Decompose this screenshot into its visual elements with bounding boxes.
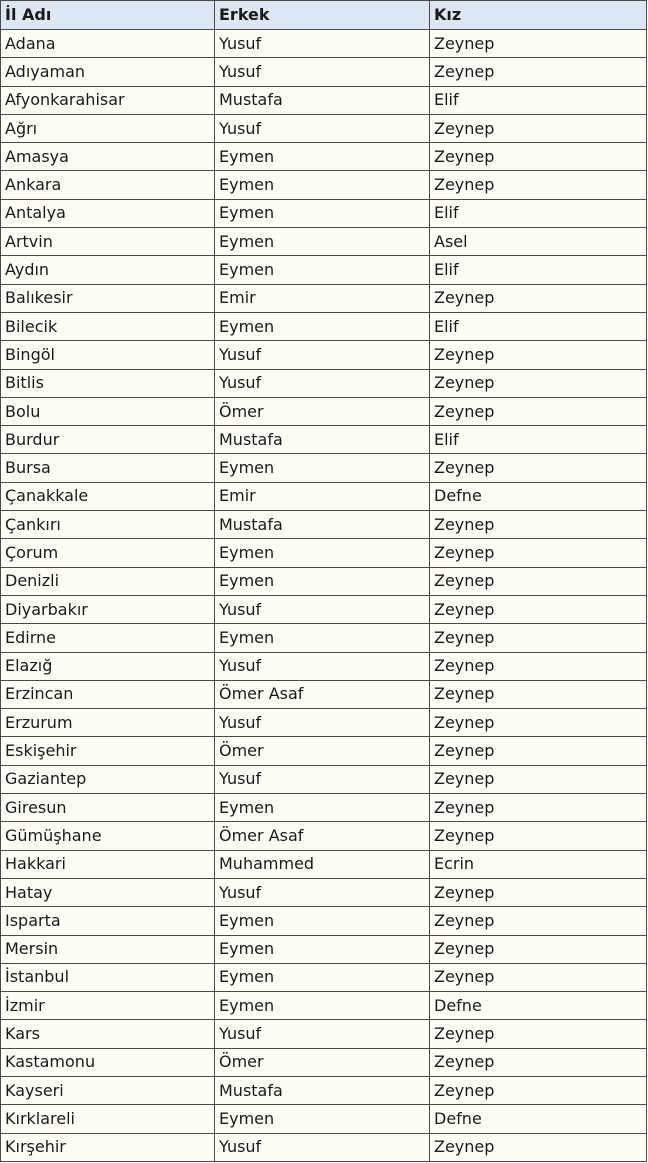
province-cell: Antalya xyxy=(1,199,215,227)
table-row xyxy=(1,963,647,991)
table-row xyxy=(1,256,647,284)
male-name-cell: Eymen xyxy=(215,907,430,935)
province-cell: Balıkesir xyxy=(1,284,215,312)
province-cell: Hatay xyxy=(1,878,215,906)
table-row xyxy=(1,114,647,142)
male-name-cell: Eymen xyxy=(215,312,430,340)
female-name-cell: Elif xyxy=(430,312,647,340)
male-name-cell: Yusuf xyxy=(215,114,430,142)
female-name-cell: Zeynep xyxy=(430,30,647,58)
header-row xyxy=(1,1,647,30)
table-row xyxy=(1,312,647,340)
female-name-cell: Zeynep xyxy=(430,595,647,623)
female-name-cell: Zeynep xyxy=(430,143,647,171)
female-name-cell: Asel xyxy=(430,228,647,256)
male-name-cell: Eymen xyxy=(215,228,430,256)
male-name-cell: Emir xyxy=(215,482,430,510)
male-name-cell: Mustafa xyxy=(215,426,430,454)
male-name-cell: Eymen xyxy=(215,199,430,227)
table-row xyxy=(1,539,647,567)
table-row xyxy=(1,850,647,878)
male-name-cell: Yusuf xyxy=(215,1133,430,1161)
male-name-cell: Yusuf xyxy=(215,652,430,680)
female-name-cell: Zeynep xyxy=(430,737,647,765)
table-row xyxy=(1,907,647,935)
female-name-cell: Elif xyxy=(430,86,647,114)
table-row xyxy=(1,680,647,708)
male-name-cell: Yusuf xyxy=(215,878,430,906)
province-cell: Kırşehir xyxy=(1,1133,215,1161)
table-row xyxy=(1,1133,647,1161)
province-cell: Gümüşhane xyxy=(1,822,215,850)
female-name-cell: Zeynep xyxy=(430,58,647,86)
male-name-cell: Eymen xyxy=(215,567,430,595)
male-name-cell: Eymen xyxy=(215,794,430,822)
province-cell: Adana xyxy=(1,30,215,58)
province-cell: Bitlis xyxy=(1,369,215,397)
male-name-cell: Eymen xyxy=(215,454,430,482)
province-cell: Çanakkale xyxy=(1,482,215,510)
male-name-cell: Eymen xyxy=(215,143,430,171)
province-cell: Gaziantep xyxy=(1,765,215,793)
male-name-cell: Mustafa xyxy=(215,86,430,114)
province-cell: Adıyaman xyxy=(1,58,215,86)
female-name-cell: Zeynep xyxy=(430,794,647,822)
male-name-cell: Yusuf xyxy=(215,595,430,623)
province-cell: Denizli xyxy=(1,567,215,595)
table-row xyxy=(1,171,647,199)
female-name-cell: Zeynep xyxy=(430,539,647,567)
table-row xyxy=(1,284,647,312)
male-name-cell: Emir xyxy=(215,284,430,312)
male-name-cell: Yusuf xyxy=(215,1020,430,1048)
table-row xyxy=(1,397,647,425)
female-name-cell: Zeynep xyxy=(430,397,647,425)
province-cell: Giresun xyxy=(1,794,215,822)
female-name-cell: Zeynep xyxy=(430,624,647,652)
male-name-cell: Mustafa xyxy=(215,1076,430,1104)
province-cell: Ankara xyxy=(1,171,215,199)
province-cell: Elazığ xyxy=(1,652,215,680)
female-name-cell: Zeynep xyxy=(430,1076,647,1104)
province-cell: Artvin xyxy=(1,228,215,256)
province-cell: Edirne xyxy=(1,624,215,652)
female-name-cell: Elif xyxy=(430,199,647,227)
province-cell: Eskişehir xyxy=(1,737,215,765)
header-female: Kız xyxy=(430,1,647,30)
province-cell: Çankırı xyxy=(1,511,215,539)
female-name-cell: Defne xyxy=(430,992,647,1020)
table-row xyxy=(1,86,647,114)
female-name-cell: Defne xyxy=(430,482,647,510)
male-name-cell: Eymen xyxy=(215,935,430,963)
table-row xyxy=(1,624,647,652)
male-name-cell: Yusuf xyxy=(215,765,430,793)
female-name-cell: Elif xyxy=(430,256,647,284)
table-row xyxy=(1,709,647,737)
table-row xyxy=(1,567,647,595)
male-name-cell: Yusuf xyxy=(215,30,430,58)
female-name-cell: Zeynep xyxy=(430,369,647,397)
female-name-cell: Zeynep xyxy=(430,709,647,737)
table-row xyxy=(1,1048,647,1076)
table-row xyxy=(1,426,647,454)
province-cell: Çorum xyxy=(1,539,215,567)
female-name-cell: Zeynep xyxy=(430,822,647,850)
female-name-cell: Zeynep xyxy=(430,1133,647,1161)
table-header xyxy=(1,1,647,30)
female-name-cell: Ecrin xyxy=(430,850,647,878)
province-cell: Kars xyxy=(1,1020,215,1048)
header-male: Erkek xyxy=(215,1,430,30)
male-name-cell: Mustafa xyxy=(215,511,430,539)
table-row xyxy=(1,822,647,850)
male-name-cell: Eymen xyxy=(215,256,430,284)
male-name-cell: Eymen xyxy=(215,963,430,991)
table-row xyxy=(1,1020,647,1048)
male-name-cell: Yusuf xyxy=(215,709,430,737)
female-name-cell: Zeynep xyxy=(430,567,647,595)
female-name-cell: Zeynep xyxy=(430,935,647,963)
table-row xyxy=(1,1076,647,1104)
table-row xyxy=(1,199,647,227)
province-cell: Erzurum xyxy=(1,709,215,737)
province-cell: Kayseri xyxy=(1,1076,215,1104)
province-cell: Bolu xyxy=(1,397,215,425)
province-cell: Erzincan xyxy=(1,680,215,708)
male-name-cell: Yusuf xyxy=(215,58,430,86)
table-row xyxy=(1,992,647,1020)
table-row xyxy=(1,30,647,58)
female-name-cell: Zeynep xyxy=(430,652,647,680)
table-row xyxy=(1,595,647,623)
female-name-cell: Elif xyxy=(430,426,647,454)
female-name-cell: Zeynep xyxy=(430,341,647,369)
table-row xyxy=(1,652,647,680)
male-name-cell: Eymen xyxy=(215,624,430,652)
province-cell: Isparta xyxy=(1,907,215,935)
female-name-cell: Zeynep xyxy=(430,454,647,482)
male-name-cell: Eymen xyxy=(215,992,430,1020)
province-cell: Bursa xyxy=(1,454,215,482)
male-name-cell: Eymen xyxy=(215,539,430,567)
male-name-cell: Yusuf xyxy=(215,341,430,369)
province-cell: Ağrı xyxy=(1,114,215,142)
table-row xyxy=(1,511,647,539)
province-cell: Kırklareli xyxy=(1,1105,215,1133)
province-cell: Kastamonu xyxy=(1,1048,215,1076)
table-row xyxy=(1,794,647,822)
table-row xyxy=(1,369,647,397)
male-name-cell: Ömer xyxy=(215,1048,430,1076)
province-cell: Burdur xyxy=(1,426,215,454)
province-cell: İzmir xyxy=(1,992,215,1020)
female-name-cell: Zeynep xyxy=(430,1048,647,1076)
female-name-cell: Zeynep xyxy=(430,907,647,935)
male-name-cell: Yusuf xyxy=(215,369,430,397)
female-name-cell: Zeynep xyxy=(430,284,647,312)
table-row xyxy=(1,1105,647,1133)
table-row xyxy=(1,341,647,369)
header-province: İl Adı xyxy=(1,1,215,30)
female-name-cell: Zeynep xyxy=(430,963,647,991)
province-cell: Diyarbakır xyxy=(1,595,215,623)
male-name-cell: Ömer Asaf xyxy=(215,680,430,708)
table-row xyxy=(1,935,647,963)
province-cell: Hakkari xyxy=(1,850,215,878)
province-cell: Mersin xyxy=(1,935,215,963)
table-row xyxy=(1,454,647,482)
table-body xyxy=(1,30,647,1162)
female-name-cell: Zeynep xyxy=(430,1020,647,1048)
province-cell: Bingöl xyxy=(1,341,215,369)
female-name-cell: Zeynep xyxy=(430,680,647,708)
province-cell: İstanbul xyxy=(1,963,215,991)
table-row xyxy=(1,58,647,86)
table-row xyxy=(1,482,647,510)
male-name-cell: Ömer Asaf xyxy=(215,822,430,850)
male-name-cell: Muhammed xyxy=(215,850,430,878)
province-cell: Amasya xyxy=(1,143,215,171)
table-row xyxy=(1,878,647,906)
table-row xyxy=(1,737,647,765)
table-row xyxy=(1,143,647,171)
female-name-cell: Zeynep xyxy=(430,878,647,906)
female-name-cell: Zeynep xyxy=(430,114,647,142)
province-cell: Afyonkarahisar xyxy=(1,86,215,114)
province-cell: Aydın xyxy=(1,256,215,284)
female-name-cell: Zeynep xyxy=(430,171,647,199)
province-cell: Bilecik xyxy=(1,312,215,340)
male-name-cell: Eymen xyxy=(215,171,430,199)
male-name-cell: Eymen xyxy=(215,1105,430,1133)
female-name-cell: Defne xyxy=(430,1105,647,1133)
female-name-cell: Zeynep xyxy=(430,765,647,793)
table-row xyxy=(1,765,647,793)
male-name-cell: Ömer xyxy=(215,737,430,765)
female-name-cell: Zeynep xyxy=(430,511,647,539)
male-name-cell: Ömer xyxy=(215,397,430,425)
table-row xyxy=(1,228,647,256)
